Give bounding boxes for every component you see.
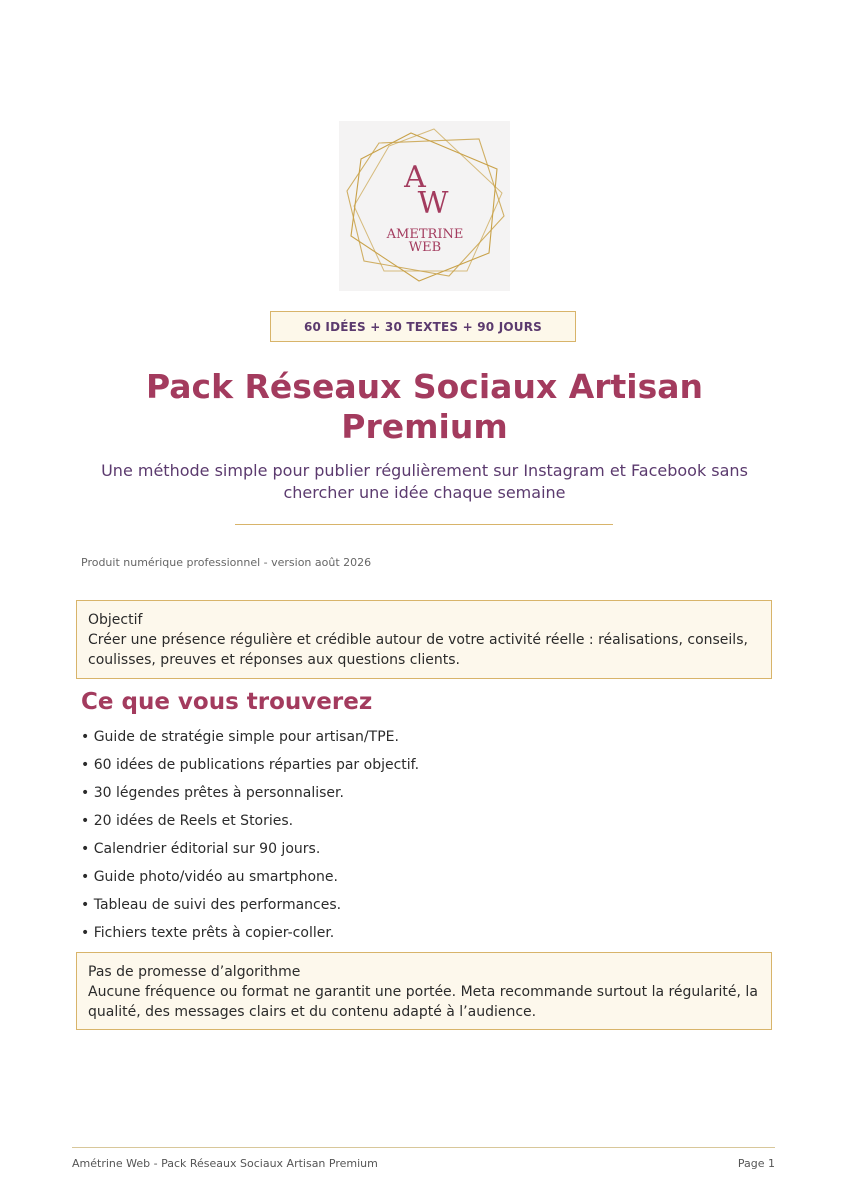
offer-badge <box>270 311 576 342</box>
algorithm-text-line1: Aucune fréquence ou format ne garantit une portée. Meta recommande surtout la régularité, la <box>88 984 758 1000</box>
page-title <box>60 367 789 447</box>
list-item: • Tableau de suivi des performances. <box>81 897 342 913</box>
title-divider <box>235 524 613 525</box>
section-heading: Ce que vous trouverez <box>81 689 373 715</box>
objective-callout <box>76 600 772 679</box>
contents-list <box>81 726 419 950</box>
logo-wordmark-line1: AMETRINE <box>386 227 464 242</box>
page-subtitle-line1: Une méthode simple pour publier régulièrement sur Instagram et Facebook sans <box>101 461 748 480</box>
algorithm-text-line2: qualité, des messages clairs et du contenu adapté à l’audience. <box>88 1004 537 1020</box>
algorithm-heading: Pas de promesse d’algorithme <box>88 964 301 980</box>
footer-divider <box>72 1147 775 1148</box>
list-item: • Fichiers texte prêts à copier-coller. <box>81 925 335 941</box>
list-item: • 60 idées de publications réparties par objectif. <box>81 757 420 773</box>
list-item: • Guide de stratégie simple pour artisan/TPE. <box>81 729 399 745</box>
objective-text-line1: Créer une présence régulière et crédible autour de votre activité réelle : réalisations, conseils, <box>88 632 748 648</box>
footer-document-title: Amétrine Web - Pack Réseaux Sociaux Artisan Premium <box>72 1157 378 1170</box>
objective-heading: Objectif <box>88 612 143 628</box>
logo-monogram-w: W <box>417 186 449 221</box>
logo-monogram-a: A <box>404 160 426 195</box>
page-subtitle-line2: chercher une idée chaque semaine <box>283 483 566 502</box>
brand-logo <box>339 121 510 291</box>
page-title-line2: Premium <box>341 407 508 446</box>
product-version-note: Produit numérique professionnel - version août 2026 <box>81 556 372 569</box>
algorithm-callout <box>76 952 772 1030</box>
logo-emblem <box>339 121 510 291</box>
list-item: • 20 idées de Reels et Stories. <box>81 813 294 829</box>
logo-wordmark-line2: WEB <box>408 240 442 255</box>
page-subtitle <box>90 460 759 504</box>
offer-badge-text: 60 IDÉES + 30 TEXTES + 90 JOURS <box>303 319 543 334</box>
footer-page-number: Page 1 <box>737 1157 775 1170</box>
page-title-line1: Pack Réseaux Sociaux Artisan <box>145 367 704 406</box>
objective-text-line2: coulisses, preuves et réponses aux questions clients. <box>88 652 460 668</box>
list-item: • Guide photo/vidéo au smartphone. <box>81 869 338 885</box>
list-item: • 30 légendes prêtes à personnaliser. <box>81 785 344 801</box>
list-item: • Calendrier éditorial sur 90 jours. <box>81 841 321 857</box>
